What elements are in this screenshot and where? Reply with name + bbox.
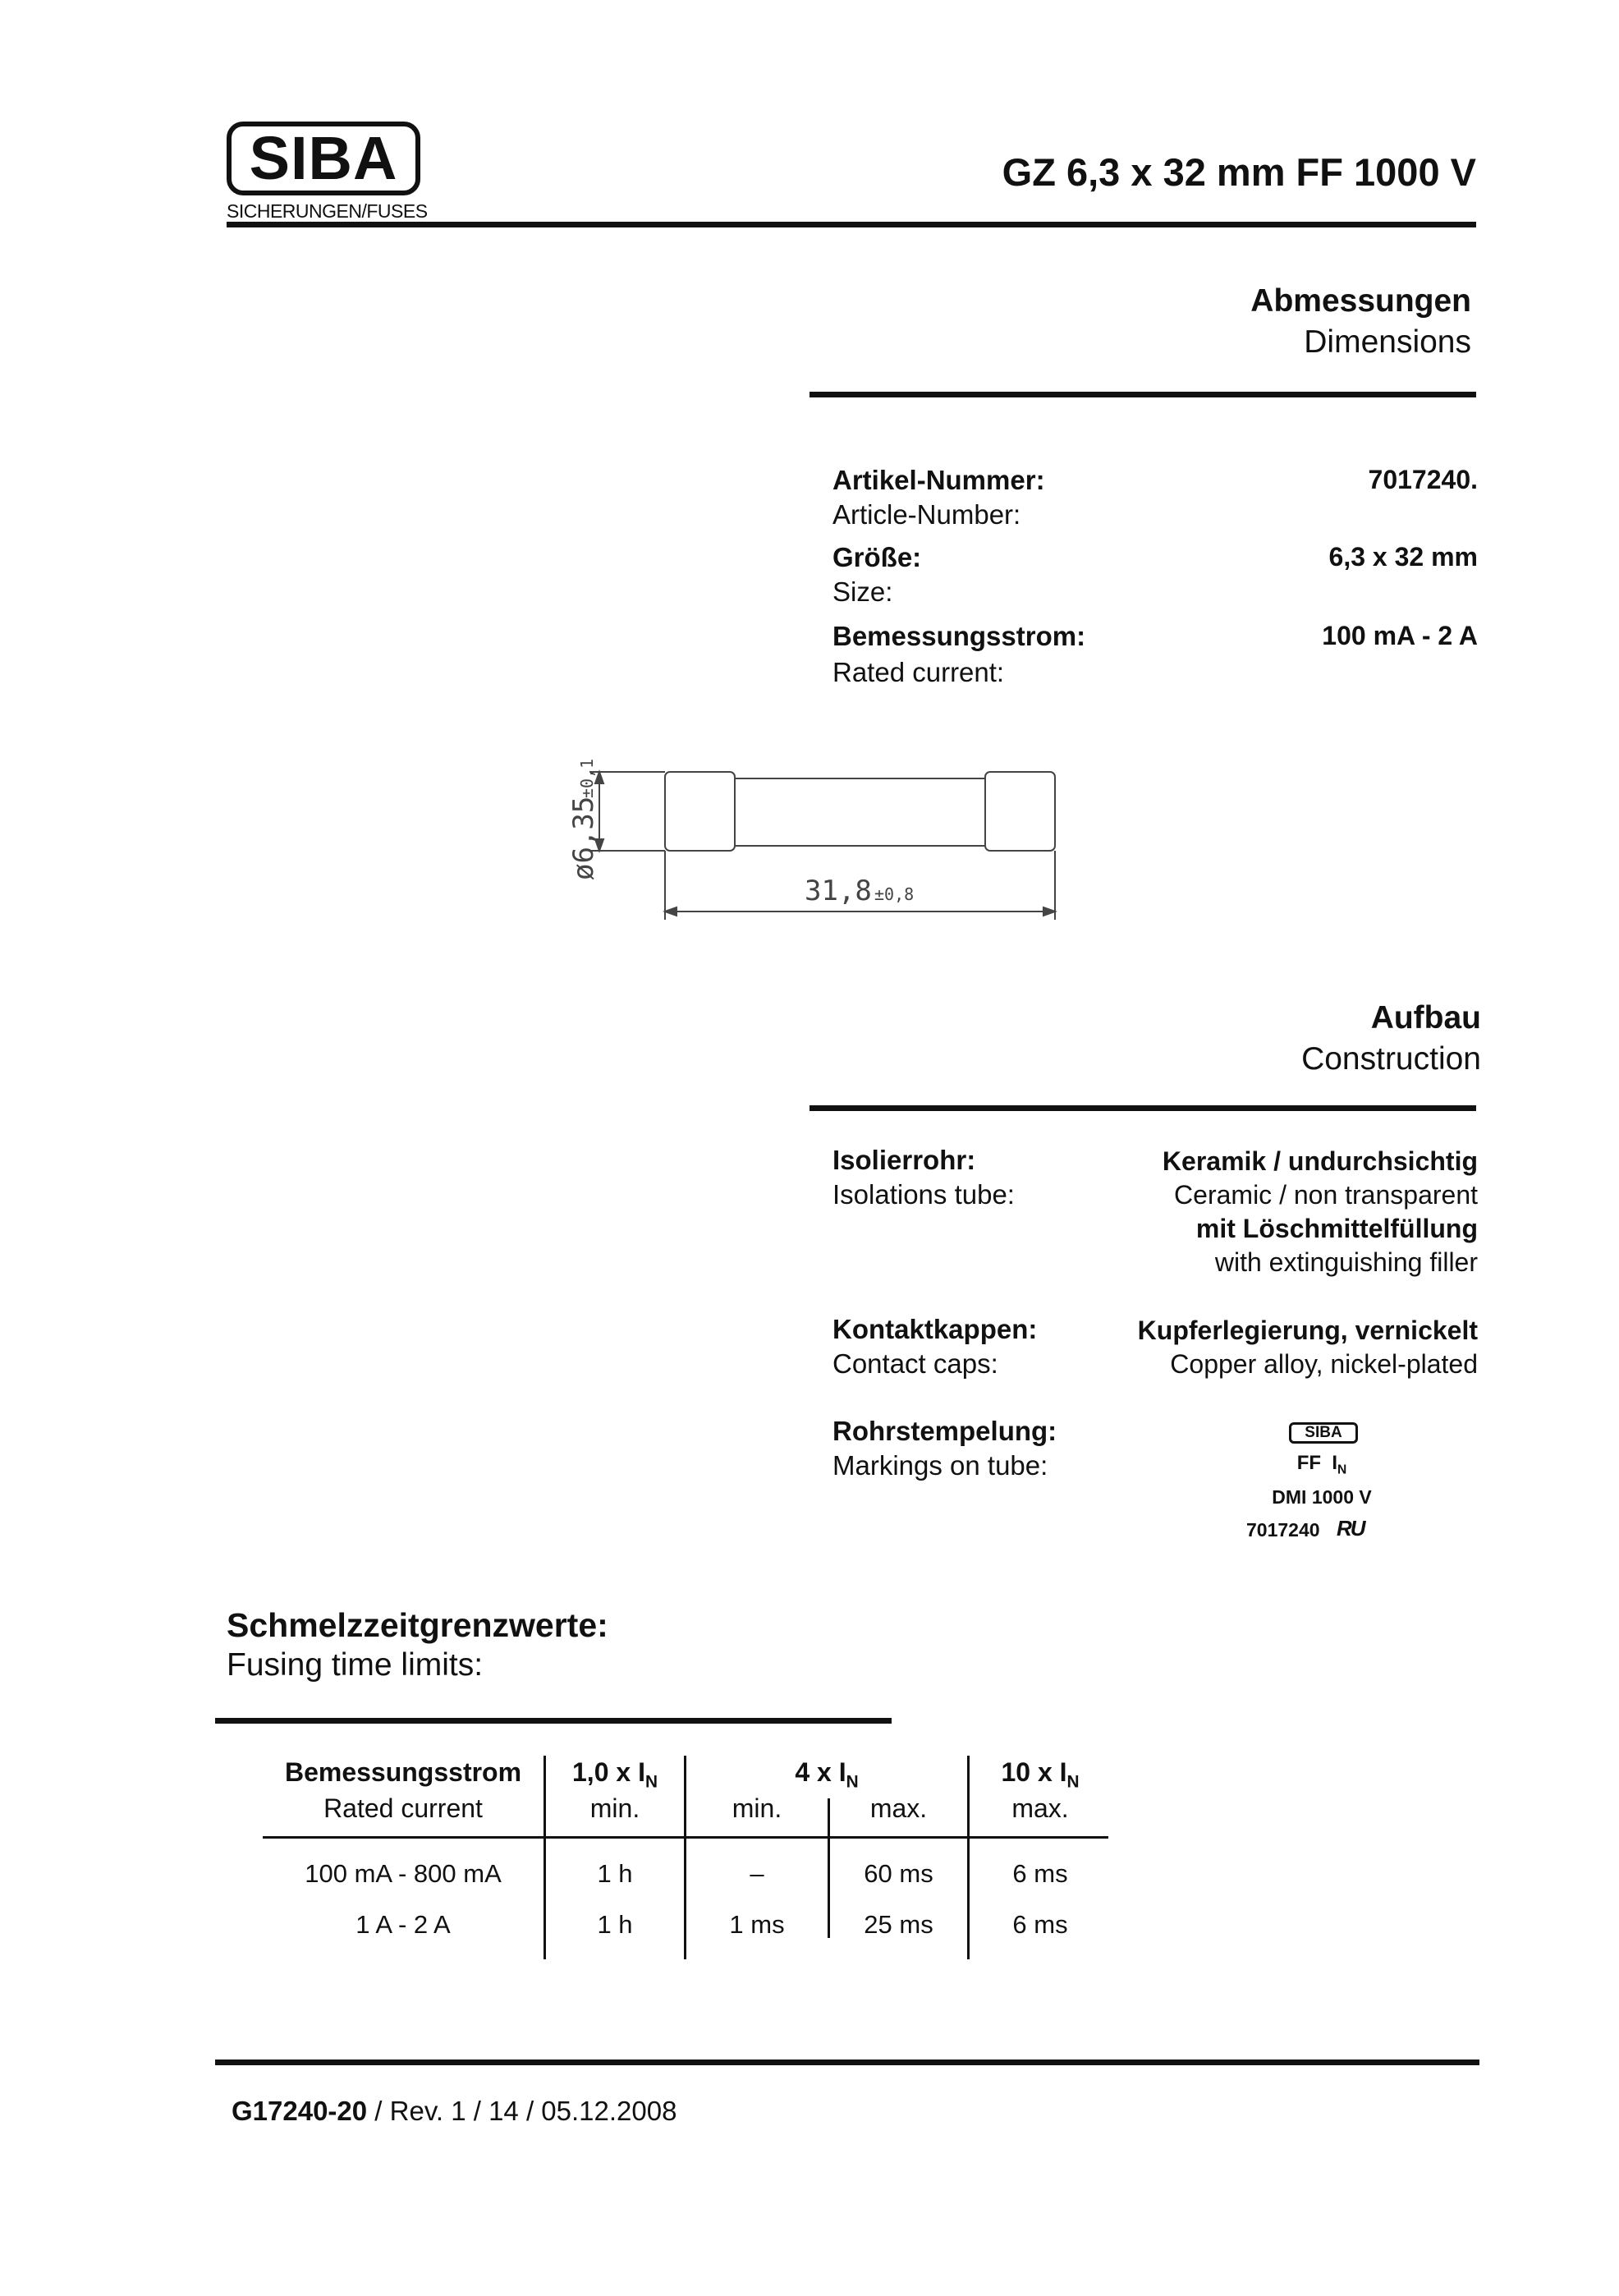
dimensions-heading-en: Dimensions	[1304, 324, 1471, 360]
diameter-tolerance: ±0,1	[577, 758, 597, 798]
table-row-1-current: 100 mA - 800 mA	[305, 1859, 502, 1888]
size-label-en: Size:	[832, 576, 893, 607]
col-rated-current-head-en: Rated current	[323, 1793, 483, 1823]
tube-label-en: Isolations tube:	[832, 1179, 1015, 1210]
tube-row	[832, 1145, 1489, 1277]
logo-text: SIBA	[249, 124, 398, 192]
col-1in-head: 1,0 x $I_N$	[572, 1757, 658, 1792]
siba-logo	[227, 122, 420, 195]
table-header-rule	[263, 1836, 1108, 1839]
construction-heading-en: Construction	[1301, 1041, 1481, 1077]
markings-label-de: Rohrstempelung:	[832, 1416, 1057, 1446]
footer-rule	[215, 2060, 1479, 2065]
size-value: 6,3 x 32 mm	[1328, 542, 1478, 572]
table-row-1-t10: 6 ms	[1012, 1859, 1068, 1888]
table-row-2-t1: 1 h	[597, 1910, 633, 1939]
rated-current-row	[832, 621, 1489, 688]
header-rule	[227, 222, 1476, 227]
diameter-label: ø6,35	[567, 796, 600, 880]
fusing-heading-en: Fusing time limits:	[227, 1647, 484, 1683]
table-row-2-current: 1 A - 2 A	[355, 1910, 451, 1939]
tube-value-en-1: Ceramic / non transparent	[1174, 1180, 1478, 1210]
rated-current-value: 100 mA - 2 A	[1322, 621, 1478, 650]
tube-value-en-2: with extinguishing filler	[1214, 1247, 1478, 1277]
article-number-label-en: Article-Number:	[832, 499, 1021, 530]
stamp-siba-logo: SIBA	[1289, 1422, 1358, 1444]
length-tolerance: ±0,8	[874, 884, 915, 904]
fusing-rule	[215, 1718, 892, 1724]
dimensions-rule	[810, 392, 1476, 397]
footer-revision: / Rev. 1 / 14 / 05.12.2008	[367, 2096, 677, 2126]
article-number-row	[832, 465, 1489, 530]
footer-doc-id: G17240-20	[232, 2096, 368, 2126]
stamp-line3: 7017240	[1246, 1519, 1320, 1541]
col-10in-max: max.	[1011, 1793, 1069, 1823]
caps-row	[832, 1314, 1489, 1380]
tube-label-de: Isolierrohr:	[832, 1145, 976, 1175]
length-label: 31,8	[805, 875, 872, 907]
table-row-1-t4min: –	[750, 1859, 764, 1888]
col-4in-max: max.	[869, 1793, 928, 1823]
tube-value	[1163, 1145, 1478, 1279]
tube-value-de-1: Keramik / undurchsichtig	[1162, 1146, 1478, 1176]
fusing-table	[263, 1749, 1117, 1963]
fusing-heading-de: Schmelzzeitgrenzwerte:	[227, 1606, 608, 1644]
stamp-line2: DMI 1000 V	[1272, 1486, 1372, 1508]
col-rated-current-head-de: Bemessungsstrom	[284, 1757, 522, 1787]
markings-label-en: Markings on tube:	[832, 1450, 1048, 1481]
caps-value-en: Copper alloy, nickel-plated	[1170, 1349, 1478, 1379]
logo-subtitle: SICHERUNGEN/FUSES	[227, 200, 428, 222]
size-row	[832, 542, 1489, 608]
col-4in-head: 4 x $I_N$	[795, 1757, 859, 1792]
table-row-1-t4max: 60 ms	[864, 1859, 933, 1888]
caps-value	[1138, 1314, 1478, 1381]
col-1in-min: min.	[589, 1793, 640, 1823]
rated-current-label-en: Rated current:	[832, 657, 1005, 687]
construction-heading-de: Aufbau	[1370, 1000, 1481, 1035]
tube-value-de-2: mit Löschmittelfüllung	[1195, 1214, 1478, 1243]
stamp-line1: FF $I_N$	[1296, 1452, 1347, 1477]
table-row-2-t4min: 1 ms	[729, 1910, 785, 1939]
table-row-1-t1: 1 h	[597, 1859, 633, 1888]
ul-recognized-mark: RU	[1337, 1516, 1364, 1541]
construction-rule	[810, 1105, 1476, 1111]
col-10in-head: 10 x $I_N$	[1001, 1757, 1080, 1792]
document-title: GZ 6,3 x 32 mm FF 1000 V	[1002, 150, 1476, 194]
caps-label-en: Contact caps:	[832, 1348, 998, 1379]
table-row-2-t10: 6 ms	[1012, 1910, 1068, 1939]
tube-marking-stamp	[1231, 1419, 1412, 1550]
col-4in-min: min.	[732, 1793, 782, 1823]
fuse-dimension-drawing	[558, 739, 1084, 936]
article-number-label-de: Artikel-Nummer:	[832, 465, 1045, 495]
footer-reference	[232, 2096, 676, 2127]
size-label-de: Größe:	[832, 542, 922, 572]
caps-value-de: Kupferlegierung, vernickelt	[1137, 1316, 1478, 1345]
table-row-2-t4max: 25 ms	[864, 1910, 933, 1939]
dimensions-heading-de: Abmessungen	[1250, 283, 1471, 319]
caps-label-de: Kontaktkappen:	[832, 1314, 1038, 1344]
rated-current-label-de: Bemessungsstrom:	[832, 621, 1086, 651]
article-number-value: 7017240.	[1368, 465, 1478, 494]
